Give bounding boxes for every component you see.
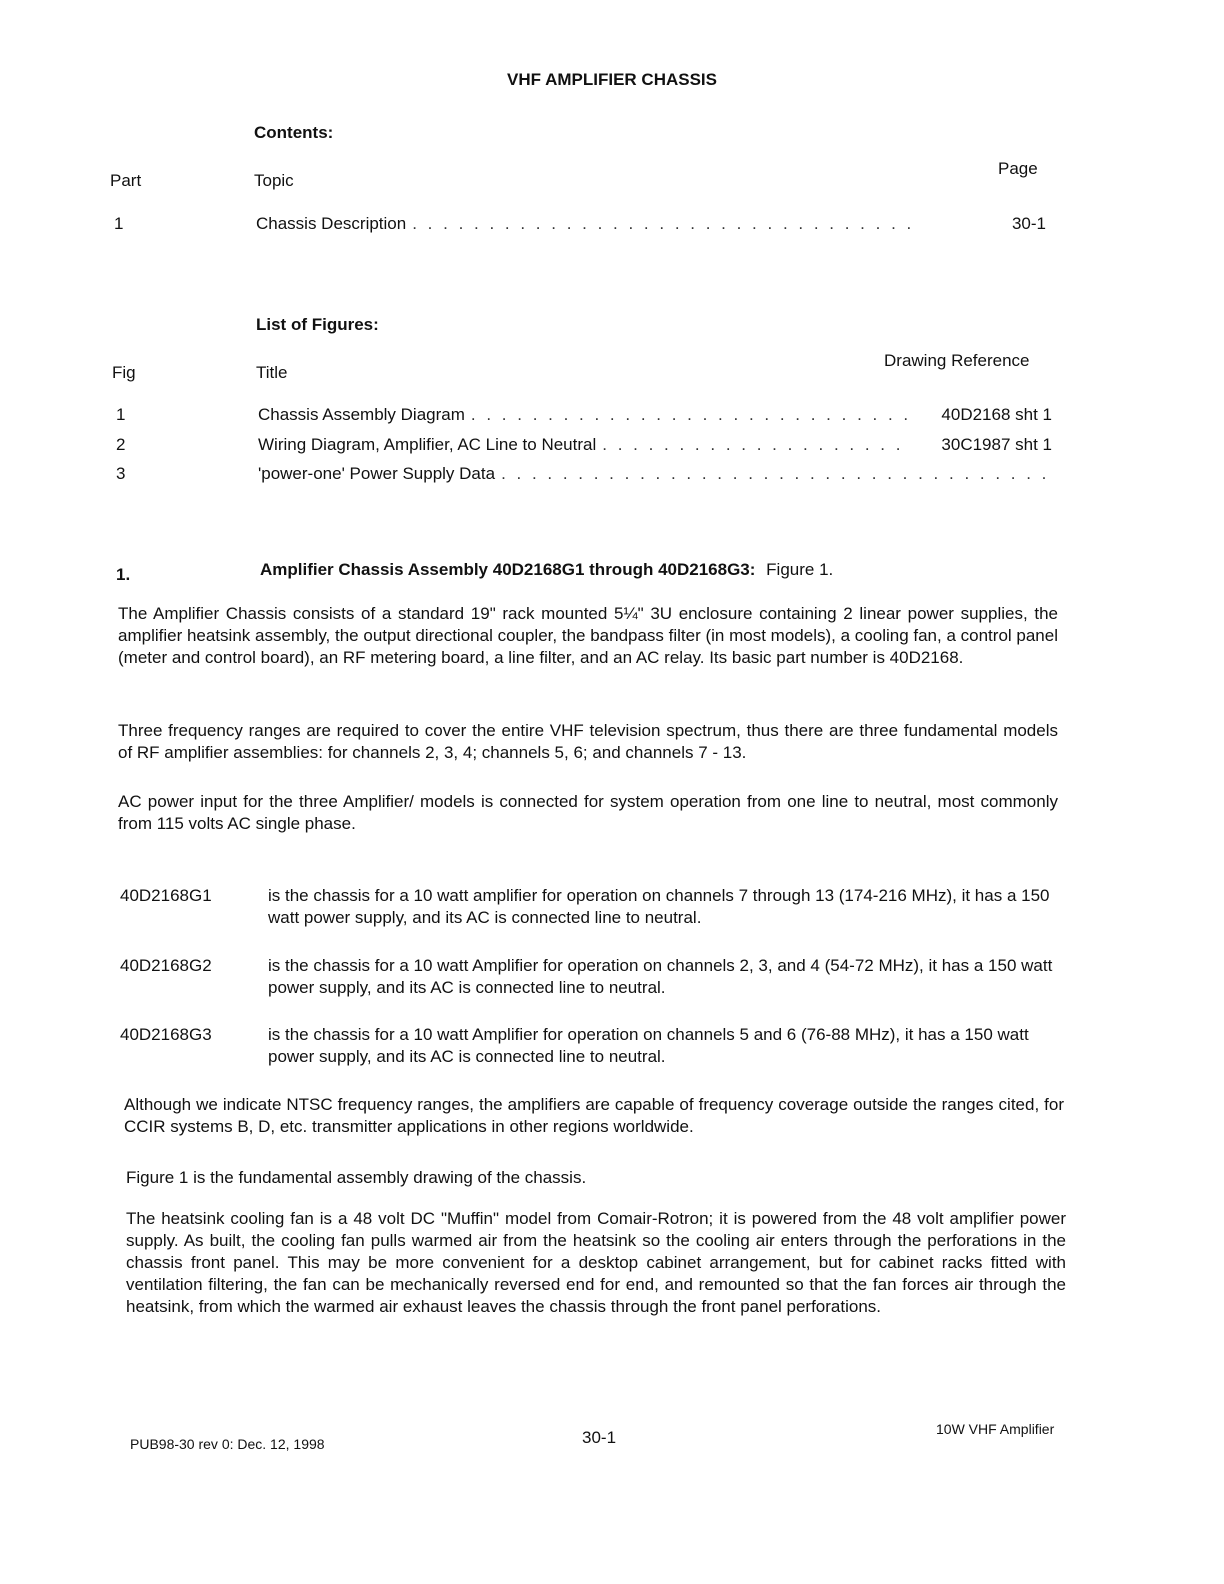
figure-drawing-ref: 30C1987 sht 1 [941,435,1052,454]
body-paragraph: Three frequency ranges are required to cover the entire VHF television spectrum, thus there are three fundamental models of RF amplifier assemblies: for channels 2, 3, 4; channels 5, 6; and channels 7 - 13. [118,721,1058,762]
contents-col-page: Page [998,159,1038,178]
dot-leader [471,405,912,425]
figure-row [112,464,1052,488]
model-code: 40D2168G3 [120,1025,212,1044]
model-code: 40D2168G1 [120,886,212,905]
contents-page-ref: 30-1 [1011,214,1046,233]
section-heading-line [260,560,833,580]
section-number: 1. [116,565,131,584]
body-paragraph: Figure 1 is the fundamental assembly drawing of the chassis. [126,1168,587,1187]
model-description: is the chassis for a 10 watt Amplifier for operation on channels 5 and 6 (76-88 MHz), it has a 150 watt power supply, and its AC is connected line to neutral. [268,1025,1029,1066]
section-heading: Amplifier Chassis Assembly 40D2168G1 through 40D2168G3: [260,560,756,579]
footer-publication: PUB98-30 rev 0: Dec. 12, 1998 [130,1436,325,1452]
figure-row [112,405,1052,429]
model-code: 40D2168G2 [120,956,212,975]
figures-heading: List of Figures: [256,315,379,334]
model-description: is the chassis for a 10 watt Amplifier for operation on channels 2, 3, and 4 (54-72 MHz), it has a 150 watt power supply, and its AC is connected line to neutral. [268,956,1053,997]
figure-row [112,435,1052,459]
dot-leader [602,435,912,455]
figures-col-ref: Drawing Reference [884,351,1030,370]
contents-topic-text: Chassis Description [256,214,407,233]
figures-col-title: Title [256,363,288,382]
body-paragraph: Although we indicate NTSC frequency ranges, the amplifiers are capable of frequency coverage outside the ranges cited, for CCIR systems B, D, etc. transmitter applications in other regions worldwide. [124,1095,1064,1136]
model-description: is the chassis for a 10 watt amplifier for operation on channels 7 through 13 (174-216 MHz), it has a 150 watt power supply, and its AC is connected line to neutral. [268,886,1050,927]
contents-row [110,214,1050,238]
body-paragraph: The heatsink cooling fan is a 48 volt DC "Muffin" model from Comair-Rotron; it is powered from the 48 volt amplifier power supply. As built, the cooling fan pulls warmed air from the heatsink so the cooling air enters through the perforations in the chassis front panel. This may be more convenient for a desktop cabinet arrangement, but for cabinet racks fitted with ventilation filtering, the fan can be mechanically reversed end for end, and remounted so that the fan forces air through the heatsink, from which the warmed air exhaust leaves the chassis through the front panel perforations. [126,1209,1066,1316]
footer-page-number: 30-1 [582,1428,617,1447]
figure-title [258,435,912,455]
figure-number: 1 [116,405,126,424]
contents-topic [256,214,910,234]
dot-leader [501,464,1052,484]
dot-leader [412,214,910,234]
figure-drawing-ref: 40D2168 sht 1 [941,405,1052,424]
body-paragraph: The Amplifier Chassis consists of a standard 19" rack mounted 5¼" 3U enclosure containing 2 linear power supplies, the amplifier heatsink assembly, the output directional coupler, the bandpass filter (in most models), a cooling fan, a control panel (meter and control board), an RF metering board, a line filter, and an AC relay. Its basic part number is 40D2168. [118,604,1058,667]
figure-title-text: Chassis Assembly Diagram [258,405,465,424]
figure-title-text: Wiring Diagram, Amplifier, AC Line to Neutral [258,435,597,454]
figure-title [258,464,1052,484]
figure-title [258,405,912,425]
contents-col-topic: Topic [254,171,294,190]
contents-col-part: Part [110,171,142,190]
contents-part-number: 1 [114,214,124,233]
figure-number: 3 [116,464,126,483]
figure-number: 2 [116,435,126,454]
contents-heading: Contents: [254,123,334,142]
page-title: VHF AMPLIFIER CHASSIS [507,70,717,89]
figures-col-fig: Fig [112,363,136,382]
figure-title-text: 'power-one' Power Supply Data [258,464,496,483]
footer-product: 10W VHF Amplifier [936,1421,1055,1437]
section-figure-ref: Figure 1. [766,560,834,579]
body-paragraph: AC power input for the three Amplifier/ models is connected for system operation from one line to neutral, most commonly from 115 volts AC single phase. [118,792,1058,833]
